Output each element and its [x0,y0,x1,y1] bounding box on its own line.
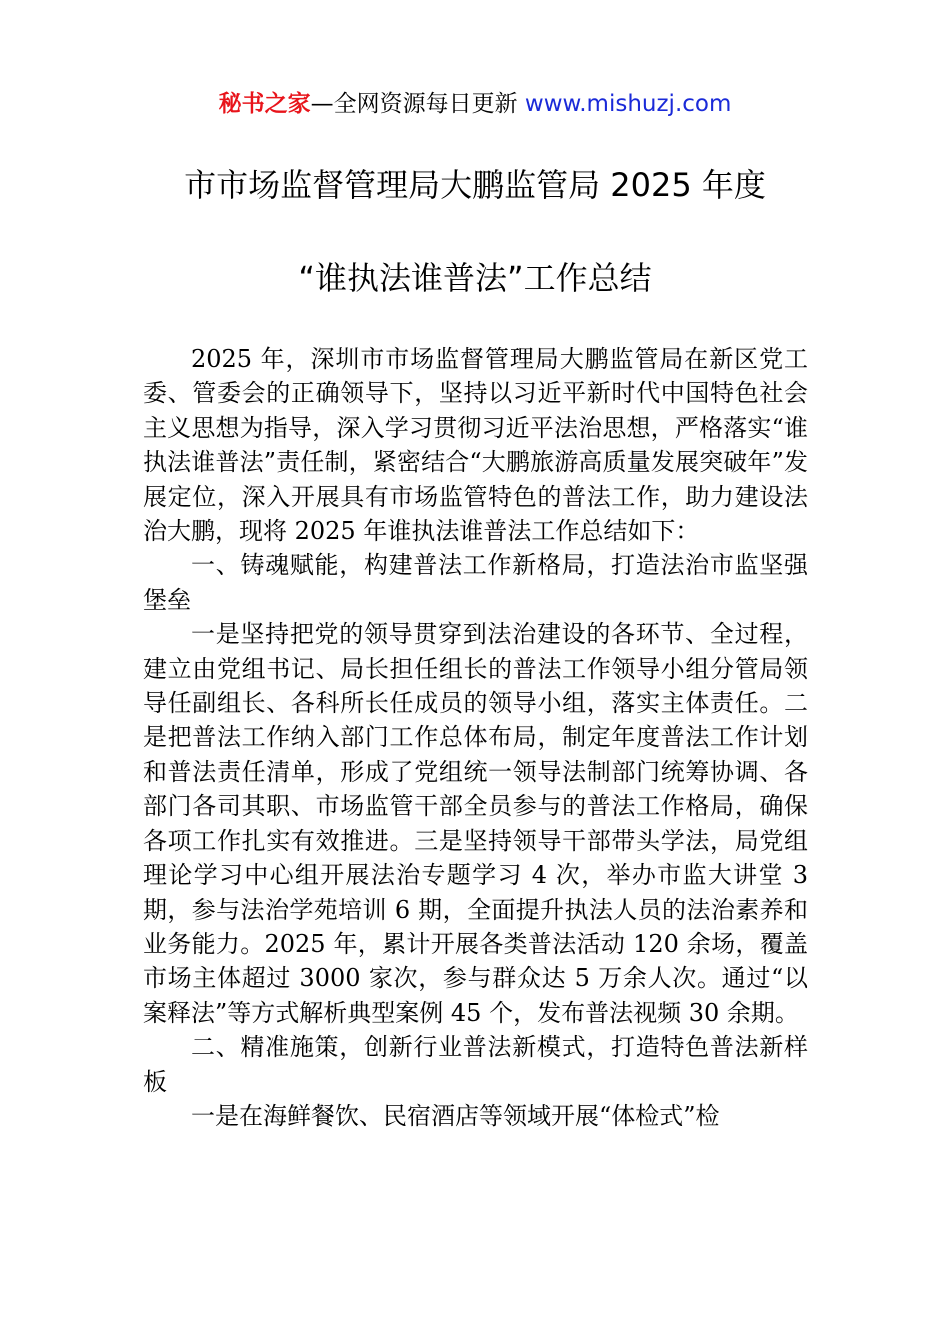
document-title-line-1: 市市场监督管理局大鹏监管局 2025 年度 [184,166,766,204]
section-1-paragraph: 一是坚持把党的领导贯穿到法治建设的各环节、全过程，建立由党组书记、局长担任组长的普法工作领导小组分管局领导任副组长、各科所长任成员的领导小组，落实主体责任。二是把普法工作纳入部门工作总体布局，制定年度普法工作计划和普法责任清单，形成了党组统一领导法制部门统筹协调、各部门各司其职、市场监管干部全员参与的普法工作格局，确保各项工作扎实有效推进。三是坚持领导干部带头学法，局党组理论学习中心组开展法治专题学习 4 次，举办市监大讲堂 3 期，参与法治学苑培训 6 期，全面提升执法人员的法治素养和业务能力。2025 年，累计开展各类普法活动 120 余场，覆盖市场主体超过 3000 家次，参与群众达 5 万余人次。通过“以案释法”等方式解析典型案例 45 个，发布普法视频 30 余期。 [143,620,808,1027]
intro-paragraph: 2025 年，深圳市市场监督管理局大鹏监管局在新区党工委、管委会的正确领导下，坚持以习近平新时代中国特色社会主义思想为指导，深入学习贯彻习近平法治思想，严格落实“谁执法谁普法”责任制，紧密结合“大鹏旅游高质量发展突破年”发展定位，深入开展具有市场监管特色的普法工作，助力建设法治大鹏，现将 2025 年谁执法谁普法工作总结如下： [143,345,808,546]
section-1-heading: 一、铸魂赋能，构建普法工作新格局，打造法治市监坚强堡垒 [143,551,808,614]
site-tagline: —全网资源每日更新 [310,91,525,117]
section-2-heading: 二、精准施策，创新行业普法新模式，打造特色普法新样板 [143,1033,808,1096]
site-header [0,84,950,124]
document-title-line-2: “谁执法谁普法”工作总结 [298,259,652,297]
site-brand: 秘书之家 [218,91,311,117]
site-url-link[interactable]: www.mishuzj.com [524,91,732,117]
document-body [143,342,808,1133]
section-2-paragraph: 一是在海鲜餐饮、民宿酒店等领域开展“体检式”检 [191,1101,720,1130]
